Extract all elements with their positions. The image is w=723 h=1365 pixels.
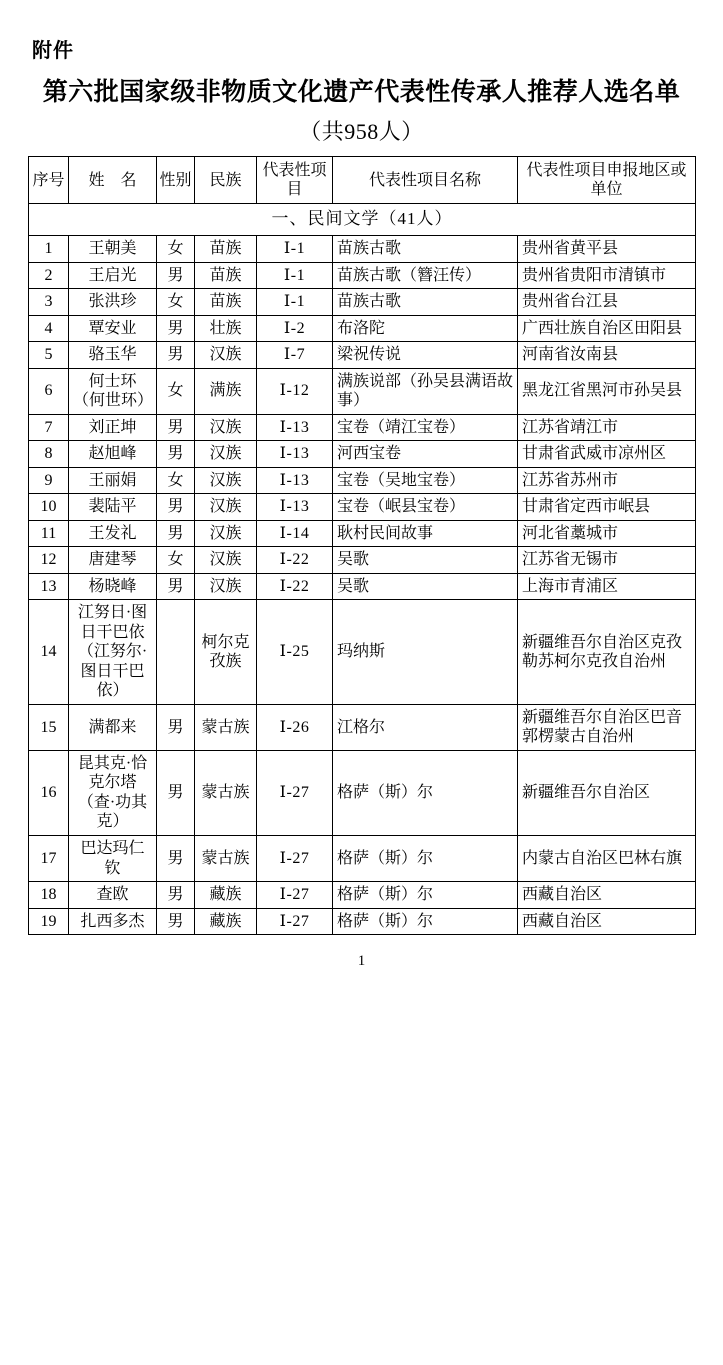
cell-name: 巴达玛仁钦 <box>69 836 157 882</box>
section-heading-row <box>29 204 696 236</box>
cell-project: 宝卷（靖江宝卷） <box>333 414 518 441</box>
table-row <box>29 836 696 882</box>
cell-project: 格萨（斯）尔 <box>333 908 518 935</box>
cell-code: Ⅰ-22 <box>257 547 333 574</box>
page-subtitle: （共958人） <box>299 119 424 144</box>
cell-region: 西藏自治区 <box>518 882 696 909</box>
cell-region: 广西壮族自治区田阳县 <box>518 315 696 342</box>
cell-project: 宝卷（岷县宝卷） <box>333 494 518 521</box>
cell-seq: 15 <box>29 704 69 750</box>
cell-sex: 男 <box>157 882 195 909</box>
cell-region: 江苏省靖江市 <box>518 414 696 441</box>
cell-seq: 7 <box>29 414 69 441</box>
cell-code: Ⅰ-22 <box>257 573 333 600</box>
cell-code: Ⅰ-13 <box>257 467 333 494</box>
cell-region: 贵州省台江县 <box>518 289 696 316</box>
table-row <box>29 704 696 750</box>
attachment-label: 附件 <box>32 40 74 62</box>
cell-seq: 9 <box>29 467 69 494</box>
cell-name: 王发礼 <box>69 520 157 547</box>
cell-ethnicity: 汉族 <box>195 573 257 600</box>
table-row <box>29 441 696 468</box>
cell-code: Ⅰ-13 <box>257 441 333 468</box>
table-row <box>29 600 696 705</box>
cell-project: 格萨（斯）尔 <box>333 750 518 835</box>
cell-project: 耿村民间故事 <box>333 520 518 547</box>
cell-seq: 14 <box>29 600 69 705</box>
cell-project: 苗族古歌 <box>333 289 518 316</box>
cell-name: 张洪珍 <box>69 289 157 316</box>
cell-code: Ⅰ-27 <box>257 908 333 935</box>
cell-sex <box>157 600 195 705</box>
cell-sex: 男 <box>157 750 195 835</box>
cell-region: 甘肃省武威市凉州区 <box>518 441 696 468</box>
cell-project: 吴歌 <box>333 547 518 574</box>
cell-code: Ⅰ-1 <box>257 236 333 263</box>
cell-ethnicity: 汉族 <box>195 467 257 494</box>
cell-ethnicity: 蒙古族 <box>195 750 257 835</box>
cell-seq: 11 <box>29 520 69 547</box>
cell-sex: 女 <box>157 368 195 414</box>
cell-project: 格萨（斯）尔 <box>333 836 518 882</box>
cell-region: 贵州省贵阳市清镇市 <box>518 262 696 289</box>
table-row <box>29 262 696 289</box>
cell-seq: 2 <box>29 262 69 289</box>
cell-code: Ⅰ-13 <box>257 414 333 441</box>
cell-ethnicity: 汉族 <box>195 547 257 574</box>
cell-code: Ⅰ-27 <box>257 882 333 909</box>
cell-ethnicity: 藏族 <box>195 908 257 935</box>
cell-code: Ⅰ-7 <box>257 342 333 369</box>
page-title: 第六批国家级非物质文化遗产代表性传承人推荐人选名单 <box>42 79 681 106</box>
cell-name: 江努日·图日干巴依（江努尔·图日干巴依） <box>69 600 157 705</box>
cell-code: Ⅰ-2 <box>257 315 333 342</box>
inheritors-table <box>28 156 696 935</box>
cell-seq: 19 <box>29 908 69 935</box>
cell-name: 覃安业 <box>69 315 157 342</box>
cell-name: 唐建琴 <box>69 547 157 574</box>
cell-code: Ⅰ-12 <box>257 368 333 414</box>
cell-region: 新疆维吾尔自治区克孜勒苏柯尔克孜自治州 <box>518 600 696 705</box>
cell-ethnicity: 汉族 <box>195 441 257 468</box>
cell-ethnicity: 柯尔克孜族 <box>195 600 257 705</box>
cell-ethnicity: 汉族 <box>195 414 257 441</box>
cell-name: 昆其克·恰克尔塔（查·功其克） <box>69 750 157 835</box>
cell-ethnicity: 满族 <box>195 368 257 414</box>
cell-region: 内蒙古自治区巴林右旗 <box>518 836 696 882</box>
cell-code: Ⅰ-1 <box>257 289 333 316</box>
cell-sex: 女 <box>157 547 195 574</box>
cell-code: Ⅰ-25 <box>257 600 333 705</box>
cell-project: 苗族古歌 <box>333 236 518 263</box>
column-header-project: 代表性项目名称 <box>333 157 518 204</box>
cell-seq: 4 <box>29 315 69 342</box>
cell-region: 贵州省黄平县 <box>518 236 696 263</box>
cell-project: 梁祝传说 <box>333 342 518 369</box>
cell-sex: 女 <box>157 236 195 263</box>
page-number: 1 <box>357 953 366 970</box>
cell-ethnicity: 汉族 <box>195 342 257 369</box>
cell-ethnicity: 蒙古族 <box>195 836 257 882</box>
table-row <box>29 750 696 835</box>
cell-ethnicity: 汉族 <box>195 520 257 547</box>
cell-ethnicity: 苗族 <box>195 236 257 263</box>
cell-seq: 13 <box>29 573 69 600</box>
cell-project: 吴歌 <box>333 573 518 600</box>
cell-name: 王丽娟 <box>69 467 157 494</box>
cell-region: 上海市青浦区 <box>518 573 696 600</box>
cell-seq: 8 <box>29 441 69 468</box>
table-row <box>29 467 696 494</box>
cell-code: Ⅰ-14 <box>257 520 333 547</box>
table-row <box>29 414 696 441</box>
cell-seq: 5 <box>29 342 69 369</box>
table-row <box>29 547 696 574</box>
cell-region: 河北省藁城市 <box>518 520 696 547</box>
cell-code: Ⅰ-1 <box>257 262 333 289</box>
cell-seq: 17 <box>29 836 69 882</box>
column-header-name: 姓 名 <box>69 157 157 204</box>
cell-name: 查欧 <box>69 882 157 909</box>
table-row <box>29 573 696 600</box>
cell-sex: 男 <box>157 441 195 468</box>
cell-region: 江苏省无锡市 <box>518 547 696 574</box>
cell-region: 黑龙江省黑河市孙吴县 <box>518 368 696 414</box>
cell-sex: 男 <box>157 836 195 882</box>
cell-sex: 男 <box>157 573 195 600</box>
cell-sex: 男 <box>157 262 195 289</box>
cell-code: Ⅰ-26 <box>257 704 333 750</box>
table-row <box>29 908 696 935</box>
cell-seq: 1 <box>29 236 69 263</box>
cell-sex: 男 <box>157 908 195 935</box>
cell-seq: 18 <box>29 882 69 909</box>
cell-name: 骆玉华 <box>69 342 157 369</box>
cell-project: 河西宝卷 <box>333 441 518 468</box>
cell-seq: 12 <box>29 547 69 574</box>
cell-name: 满都来 <box>69 704 157 750</box>
cell-project: 满族说部（孙吴县满语故事） <box>333 368 518 414</box>
cell-ethnicity: 苗族 <box>195 289 257 316</box>
cell-project: 江格尔 <box>333 704 518 750</box>
column-header-seq: 序号 <box>29 157 69 204</box>
cell-ethnicity: 蒙古族 <box>195 704 257 750</box>
cell-sex: 女 <box>157 467 195 494</box>
cell-name: 扎西多杰 <box>69 908 157 935</box>
cell-name: 裴陆平 <box>69 494 157 521</box>
table-header-row <box>29 157 696 204</box>
cell-project: 宝卷（吴地宝卷） <box>333 467 518 494</box>
cell-seq: 3 <box>29 289 69 316</box>
cell-region: 甘肃省定西市岷县 <box>518 494 696 521</box>
cell-region: 河南省汝南县 <box>518 342 696 369</box>
column-header-sex: 性别 <box>157 157 195 204</box>
cell-sex: 女 <box>157 289 195 316</box>
column-header-ethnicity: 民族 <box>195 157 257 204</box>
cell-region: 江苏省苏州市 <box>518 467 696 494</box>
table-row <box>29 520 696 547</box>
cell-region: 西藏自治区 <box>518 908 696 935</box>
cell-name: 王朝美 <box>69 236 157 263</box>
cell-sex: 男 <box>157 414 195 441</box>
table-row <box>29 315 696 342</box>
cell-ethnicity: 壮族 <box>195 315 257 342</box>
cell-project: 布洛陀 <box>333 315 518 342</box>
cell-code: Ⅰ-27 <box>257 836 333 882</box>
cell-region: 新疆维吾尔自治区巴音郭楞蒙古自治州 <box>518 704 696 750</box>
cell-sex: 男 <box>157 520 195 547</box>
cell-seq: 10 <box>29 494 69 521</box>
table-row <box>29 236 696 263</box>
table-row <box>29 494 696 521</box>
table-row <box>29 342 696 369</box>
cell-ethnicity: 藏族 <box>195 882 257 909</box>
cell-ethnicity: 汉族 <box>195 494 257 521</box>
cell-seq: 16 <box>29 750 69 835</box>
table-row <box>29 882 696 909</box>
cell-seq: 6 <box>29 368 69 414</box>
table-row <box>29 289 696 316</box>
cell-name: 何士环（何世环） <box>69 368 157 414</box>
cell-name: 刘正坤 <box>69 414 157 441</box>
cell-region: 新疆维吾尔自治区 <box>518 750 696 835</box>
table-row <box>29 368 696 414</box>
cell-project: 格萨（斯）尔 <box>333 882 518 909</box>
cell-project: 玛纳斯 <box>333 600 518 705</box>
cell-code: Ⅰ-13 <box>257 494 333 521</box>
section-heading: 一、民间文学（41人） <box>29 204 696 236</box>
cell-project: 苗族古歌（簪汪传） <box>333 262 518 289</box>
cell-sex: 男 <box>157 342 195 369</box>
cell-sex: 男 <box>157 704 195 750</box>
cell-ethnicity: 苗族 <box>195 262 257 289</box>
cell-sex: 男 <box>157 315 195 342</box>
cell-name: 杨晓峰 <box>69 573 157 600</box>
cell-code: Ⅰ-27 <box>257 750 333 835</box>
column-header-region: 代表性项目申报地区或单位 <box>518 157 696 204</box>
column-header-code: 代表性项目 <box>257 157 333 204</box>
cell-name: 王启光 <box>69 262 157 289</box>
cell-name: 赵旭峰 <box>69 441 157 468</box>
cell-sex: 男 <box>157 494 195 521</box>
